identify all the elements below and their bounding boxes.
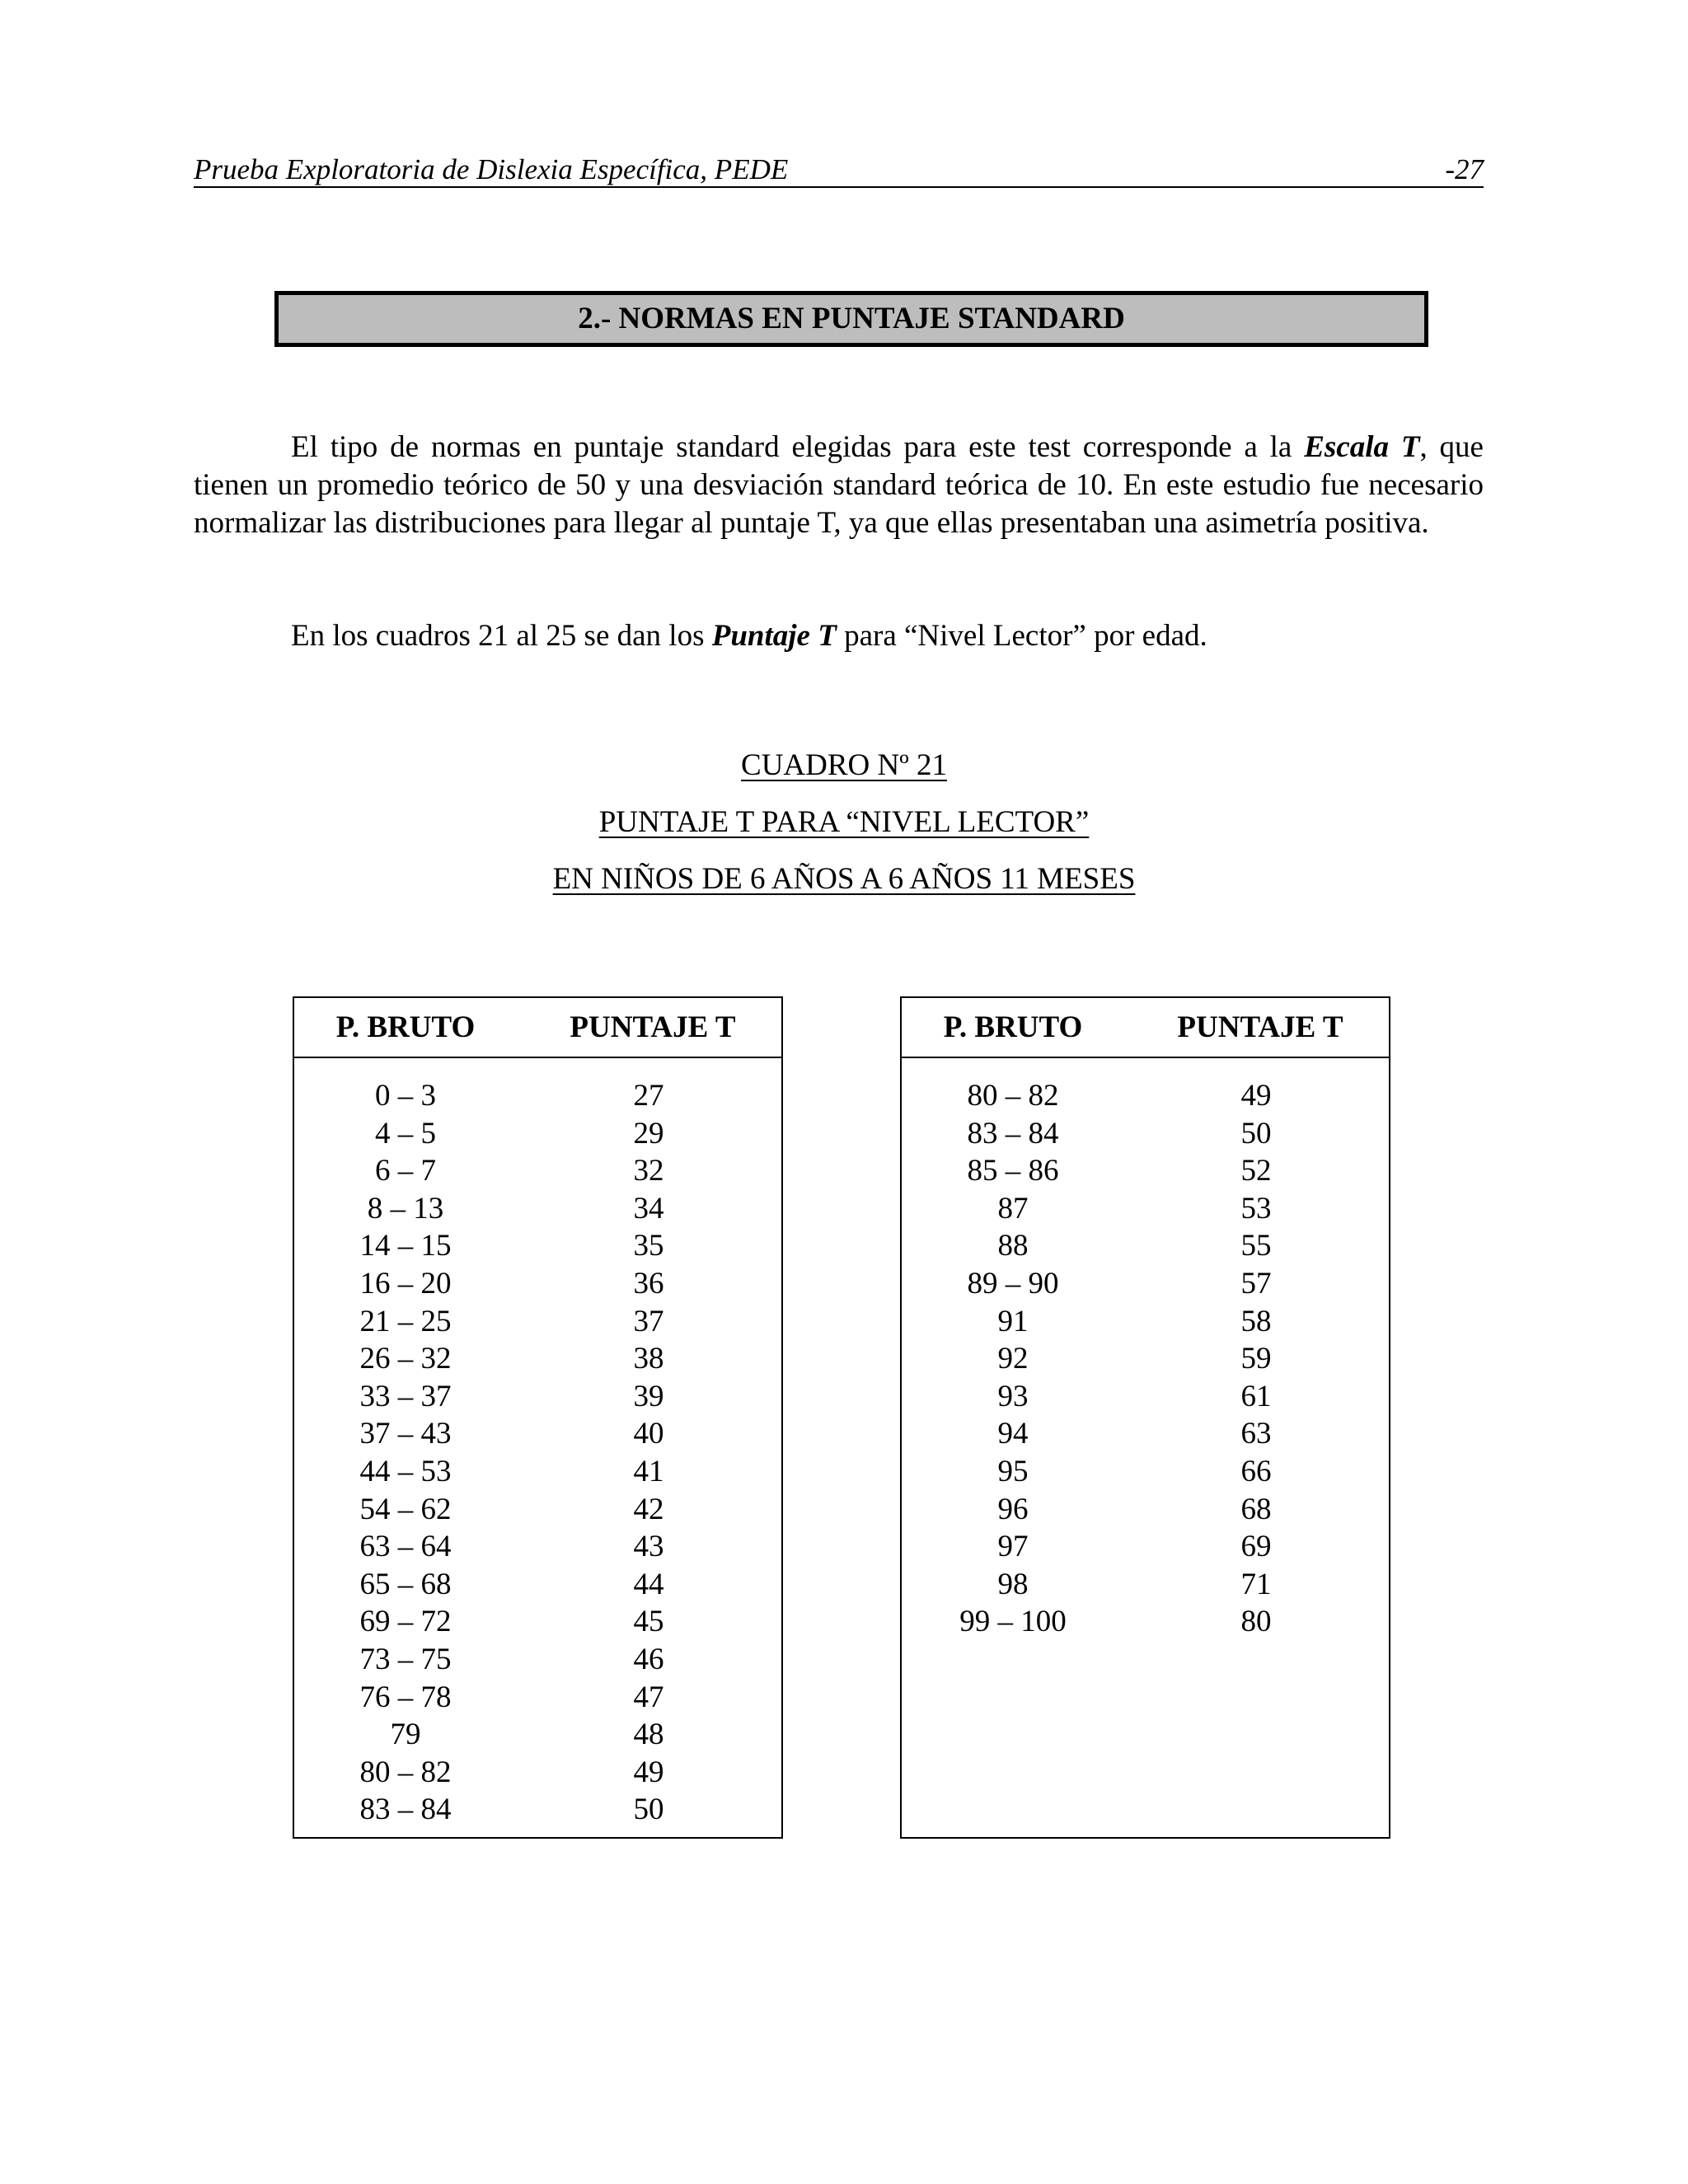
table-row [902,1566,1389,1604]
t-score-cell: 80 [1240,1605,1272,1639]
raw-score-cell: 83 – 84 [359,1793,452,1827]
table-row [902,1603,1389,1641]
t-score-cell: 71 [1240,1567,1272,1601]
table-row [902,1528,1389,1566]
table-row [902,1265,1389,1303]
raw-score-cell: 33 – 37 [359,1379,452,1413]
t-score-cell: 45 [633,1605,664,1639]
raw-score-cell: 98 [997,1567,1029,1601]
t-score-cell: 63 [1240,1417,1272,1451]
reference-emphasis: Puntaje T [711,619,837,653]
raw-score-cell: 83 – 84 [967,1116,1059,1151]
header-raw-score: P. BRUTO [943,1010,1083,1044]
t-score-cell: 69 [1240,1530,1272,1564]
table-row [294,1303,781,1341]
table-row [294,1115,781,1153]
table-caption-number [0,748,1688,784]
raw-score-cell: 8 – 13 [367,1191,444,1226]
table-row [294,1265,781,1303]
t-score-cell: 44 [633,1567,664,1601]
intro-paragraph [194,429,1484,542]
t-score-cell: 46 [633,1642,664,1676]
t-score-cell: 40 [633,1417,664,1451]
raw-score-cell: 93 [997,1379,1029,1413]
page-number: -27 [1445,153,1484,185]
table-row [902,1415,1389,1453]
table-row [902,1378,1389,1416]
raw-score-cell: 44 – 53 [359,1454,452,1488]
raw-score-cell: 65 – 68 [359,1567,452,1601]
t-score-cell: 42 [633,1492,664,1526]
table-row [902,1227,1389,1265]
raw-score-cell: 80 – 82 [967,1079,1059,1113]
header-t-score: PUNTAJE T [570,1010,736,1044]
table-row [294,1190,781,1228]
table-caption-title [0,804,1688,841]
t-score-cell: 47 [633,1680,664,1714]
t-score-cell: 48 [633,1718,664,1752]
header-t-score: PUNTAJE T [1177,1010,1343,1044]
table-row [294,1340,781,1378]
raw-score-cell: 91 [997,1304,1029,1338]
table-row [294,1227,781,1265]
table-row [902,1115,1389,1153]
table-row [294,1754,781,1792]
raw-score-cell: 21 – 25 [359,1304,452,1338]
table-row [902,1077,1389,1115]
t-score-cell: 36 [633,1266,664,1301]
caption-line-3: EN NIÑOS DE 6 AÑOS A 6 AÑOS 11 MESES [552,862,1136,896]
t-score-cell: 49 [1240,1079,1272,1113]
t-score-cell: 61 [1240,1379,1272,1413]
t-score-cell: 55 [1240,1229,1272,1263]
table-row [294,1077,781,1115]
t-score-cell: 32 [633,1154,664,1188]
intro-text-after: , que tienen un promedio teórico de 50 y una desviación standard teórica de 10. En este estudio fue necesario normalizar las distribuciones para llegar al puntaje T, ya que ellas presentaban una asimetría positiva. [194,430,1484,540]
score-table-right [900,996,1390,1839]
t-score-cell: 52 [1240,1154,1272,1188]
raw-score-cell: 95 [997,1454,1029,1488]
table-row [294,1453,781,1491]
table-row [294,1716,781,1754]
section-heading: 2.- NORMAS EN PUNTAJE STANDARD [274,291,1428,347]
t-score-cell: 43 [633,1530,664,1564]
raw-score-cell: 87 [997,1191,1029,1226]
raw-score-cell: 99 – 100 [959,1605,1067,1639]
t-score-cell: 38 [633,1342,664,1376]
t-score-cell: 39 [633,1379,664,1413]
reference-text-after: para “Nivel Lector” por edad. [836,619,1207,653]
reference-paragraph [194,617,1484,655]
table-row [294,1641,781,1679]
table-body [902,1058,1389,1641]
table-header [294,998,781,1058]
table-header [902,998,1389,1058]
raw-score-cell: 4 – 5 [375,1116,436,1151]
table-row [902,1340,1389,1378]
table-row [902,1152,1389,1190]
t-score-cell: 49 [633,1755,664,1789]
table-row [902,1491,1389,1529]
raw-score-cell: 0 – 3 [375,1079,436,1113]
table-row [294,1415,781,1453]
table-row [902,1453,1389,1491]
t-score-cell: 58 [1240,1304,1272,1338]
caption-line-1: CUADRO Nº 21 [741,748,947,782]
header-raw-score: P. BRUTO [335,1010,476,1044]
raw-score-cell: 88 [997,1229,1029,1263]
raw-score-cell: 76 – 78 [359,1680,452,1714]
caption-line-2: PUNTAJE T PARA “NIVEL LECTOR” [598,805,1090,839]
reference-text-before: En los cuadros 21 al 25 se dan los [291,619,712,653]
table-caption-subtitle [0,861,1688,898]
intro-text-before: El tipo de normas en puntaje standard elegidas para este test corresponde a la [291,430,1305,464]
t-score-cell: 57 [1240,1266,1272,1301]
raw-score-cell: 79 [390,1718,421,1752]
raw-score-cell: 92 [997,1342,1029,1376]
intro-emphasis: Escala T [1304,430,1420,464]
table-body [294,1058,781,1829]
t-score-cell: 34 [633,1191,664,1226]
table-row [294,1378,781,1416]
table-row [294,1603,781,1641]
t-score-cell: 29 [633,1116,664,1151]
t-score-cell: 27 [633,1079,664,1113]
table-row [902,1303,1389,1341]
t-score-cell: 41 [633,1454,664,1488]
t-score-cell: 37 [633,1304,664,1338]
table-row [294,1566,781,1604]
table-row [294,1491,781,1529]
raw-score-cell: 80 – 82 [359,1755,452,1789]
t-score-cell: 68 [1240,1492,1272,1526]
raw-score-cell: 14 – 15 [359,1229,452,1263]
raw-score-cell: 85 – 86 [967,1154,1059,1188]
score-table-left [293,996,783,1839]
raw-score-cell: 69 – 72 [359,1605,452,1639]
raw-score-cell: 37 – 43 [359,1417,452,1451]
t-score-cell: 35 [633,1229,664,1263]
t-score-cell: 66 [1240,1454,1272,1488]
raw-score-cell: 6 – 7 [375,1154,436,1188]
raw-score-cell: 97 [997,1530,1029,1564]
raw-score-cell: 94 [997,1417,1029,1451]
running-header [194,153,1484,188]
table-row [294,1679,781,1717]
t-score-cell: 50 [633,1793,664,1827]
table-row [294,1791,781,1829]
raw-score-cell: 73 – 75 [359,1642,452,1676]
raw-score-cell: 96 [997,1492,1029,1526]
raw-score-cell: 89 – 90 [967,1266,1059,1301]
header-title: Prueba Exploratoria de Dislexia Específica, PEDE [194,153,789,185]
table-row [902,1190,1389,1228]
raw-score-cell: 26 – 32 [359,1342,452,1376]
t-score-cell: 53 [1240,1191,1272,1226]
t-score-cell: 59 [1240,1342,1272,1376]
raw-score-cell: 63 – 64 [359,1530,452,1564]
table-row [294,1152,781,1190]
t-score-cell: 50 [1240,1116,1272,1151]
raw-score-cell: 54 – 62 [359,1492,452,1526]
table-row [294,1528,781,1566]
raw-score-cell: 16 – 20 [359,1266,452,1301]
